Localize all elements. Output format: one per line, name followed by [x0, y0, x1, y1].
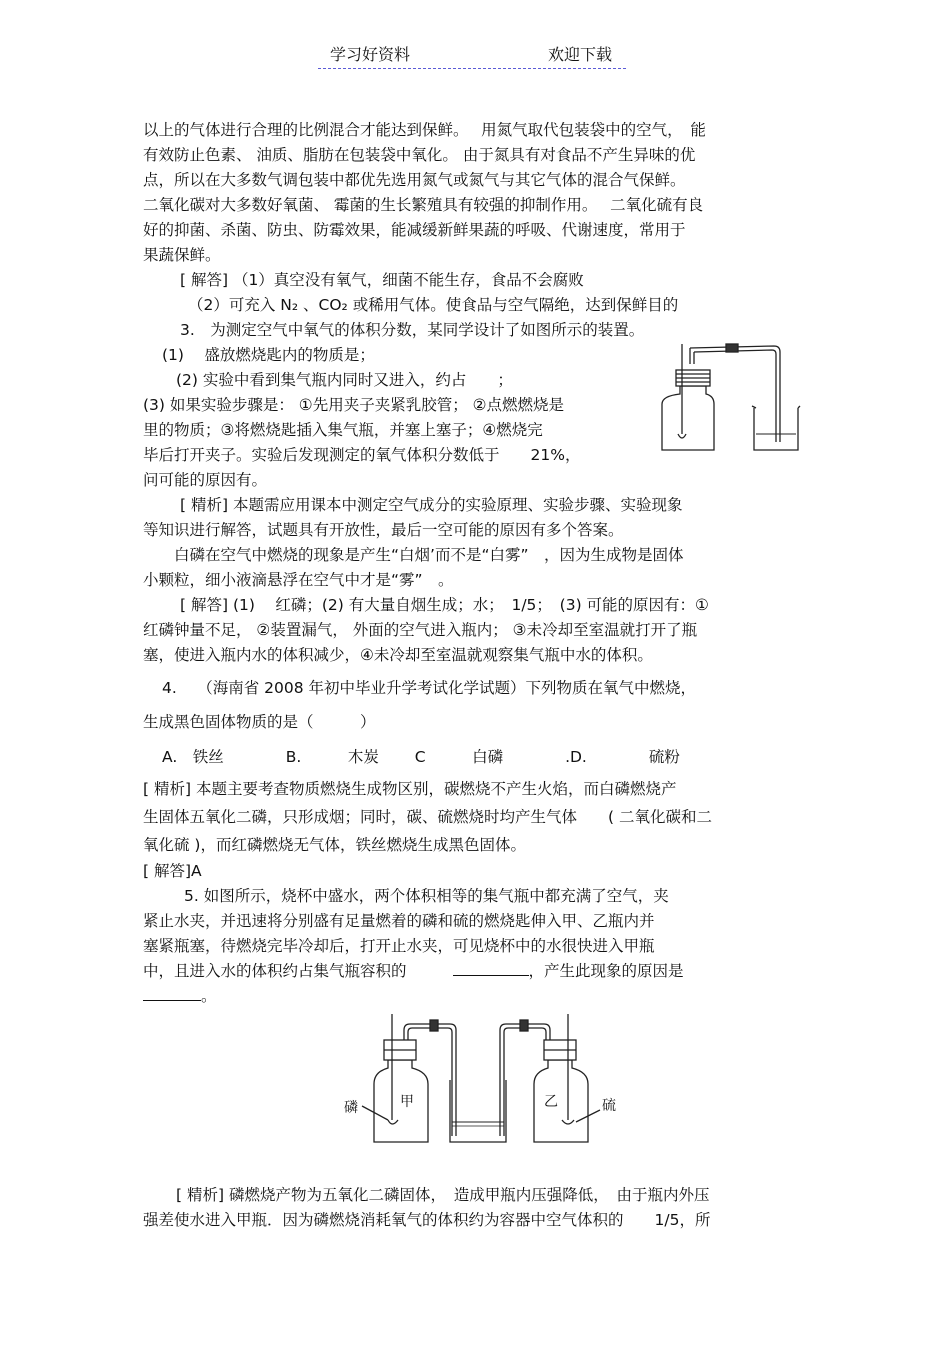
answer-line: [ 解答] (1) 红磷；(2) 有大量自烟生成；水； 1/5； (3) 可能的原因有：①: [180, 596, 709, 614]
text-line: 果蔬保鲜。: [143, 246, 221, 264]
question-line: 3. 为测定空气中氧气的体积分数，某同学设计了如图所示的装置。: [180, 321, 645, 339]
answer-blank[interactable]: [143, 986, 201, 1001]
analysis-line: 小颗粒，细小液滴悬浮在空气中才是“雾” 。: [143, 571, 454, 589]
choices-line: A. 铁丝 B. 木炭 C 白磷 .D. 硫粉: [162, 748, 680, 766]
label-bottle-jia: 甲: [400, 1094, 414, 1110]
question-line: (3) 如果实验步骤是： ①先用夹子夹紧乳胶管； ②点燃燃烧是: [143, 396, 565, 414]
question-line: 毕后打开夹子。实验后发现测定的氧气体积分数低于 21%，: [143, 446, 581, 464]
analysis-line: [ 精析] 磷燃烧产物为五氧化二磷固体， 造成甲瓶内压强降低， 由于瓶内外压: [176, 1186, 710, 1204]
question-line: 紧止水夹，并迅速将分别盛有足量燃着的磷和硫的燃烧匙伸入甲、乙瓶内并: [143, 912, 655, 930]
answer-line: 红磷钟量不足， ②装置漏气， 外面的空气进入瓶内； ③未冷却至室温就打开了瓶: [143, 621, 698, 639]
question-line: 生成黑色固体物质的是（ ）: [143, 713, 376, 731]
text-line: 好的抑菌、杀菌、防虫、防霉效果，能减缓新鲜果蔬的呼吸、代谢速度，常用于: [143, 221, 686, 239]
analysis-line: 等知识进行解答，试题具有开放性，最后一空可能的原因有多个答案。: [143, 521, 624, 539]
label-bottle-yi: 乙: [544, 1094, 558, 1110]
label-phosphorus: 磷: [344, 1100, 358, 1116]
answer-line: （2）可充入 N₂ 、CO₂ 或稀用气体。使食品与空气隔绝，达到保鲜目的: [188, 296, 679, 314]
question-line: (2) 实验中看到集气瓶内同时又进入，约占 ；: [176, 371, 513, 389]
label-sulfur: 硫: [602, 1098, 616, 1114]
question-line: [143, 986, 217, 1006]
apparatus-figure-2: [338, 1010, 628, 1150]
question-line: 里的物质；③将燃烧匙插入集气瓶，并塞上塞子；④燃烧完: [143, 421, 543, 439]
question-text: 。: [201, 987, 217, 1005]
analysis-line: 白磷在空气中燃烧的现象是产生“白烟’而不是“白雾” ，因为生成物是固体: [174, 546, 684, 564]
text-line: 以上的气体进行合理的比例混合才能达到保鲜。 用氮气取代包装袋中的空气， 能: [143, 121, 706, 139]
page-header: [318, 42, 626, 69]
question-line: (1) 盛放燃烧匙内的物质是；: [162, 346, 375, 364]
text-line: 二氧化碳对大多数好氧菌、 霉菌的生长繁殖具有较强的抑制作用。 二氧化硫有良: [143, 196, 704, 214]
question-line: 问可能的原因有。: [143, 471, 268, 489]
text-line: 点，所以在大多数气调包装中都优先选用氮气或氮气与其它气体的混合气保鲜。: [143, 171, 686, 189]
header-left-text: 学习好资料: [330, 45, 411, 64]
analysis-line: [ 精析] 本题需应用课本中测定空气成分的实验原理、实验步骤、实验现象: [180, 496, 683, 514]
answer-line: [ 解答] （1）真空没有氧气，细菌不能生存，食品不会腐败: [180, 271, 584, 289]
answer-line: 塞，使进入瓶内水的体积减少，④未冷却至室温就观察集气瓶中水的体积。: [143, 646, 653, 664]
question-line: 塞紧瓶塞，待燃烧完毕冷却后，打开止水夹，可见烧杯中的水很快进入甲瓶: [143, 937, 655, 955]
question-line: 4. （海南省 2008 年初中毕业升学考试化学试题）下列物质在氧气中燃烧，: [162, 679, 697, 697]
text-line: 有效防止色素、 油质、脂肪在包装袋中氧化。 由于氮具有对食品不产生异味的优: [143, 146, 696, 164]
answer-line: [ 解答]A: [143, 862, 202, 880]
question-text: ，产生此现象的原因是: [528, 962, 684, 980]
apparatus-figure-1: [652, 338, 822, 460]
analysis-line: 强差使水进入甲瓶．因为磷燃烧消耗氧气的体积约为容器中空气体积的 1/5，所: [143, 1211, 711, 1229]
analysis-line: 生固体五氧化二磷，只形成烟；同时，碳、硫燃烧时均产生气体 ( 二氧化碳和二: [143, 808, 712, 826]
question-line: 5. 如图所示，烧杯中盛水，两个体积相等的集气瓶中都充满了空气，夹: [184, 887, 669, 905]
question-text: 中，且进入水的体积约占集气瓶容积的: [143, 962, 407, 980]
question-line: [143, 961, 684, 981]
answer-blank[interactable]: [453, 961, 529, 976]
analysis-line: 氧化硫 )，而红磷燃烧无气体，铁丝燃烧生成黑色固体。: [143, 836, 526, 854]
analysis-line: [ 精析] 本题主要考查物质燃烧生成物区别，碳燃烧不产生火焰，而白磷燃烧产: [143, 780, 677, 798]
header-right-text: 欢迎下载: [548, 45, 613, 64]
